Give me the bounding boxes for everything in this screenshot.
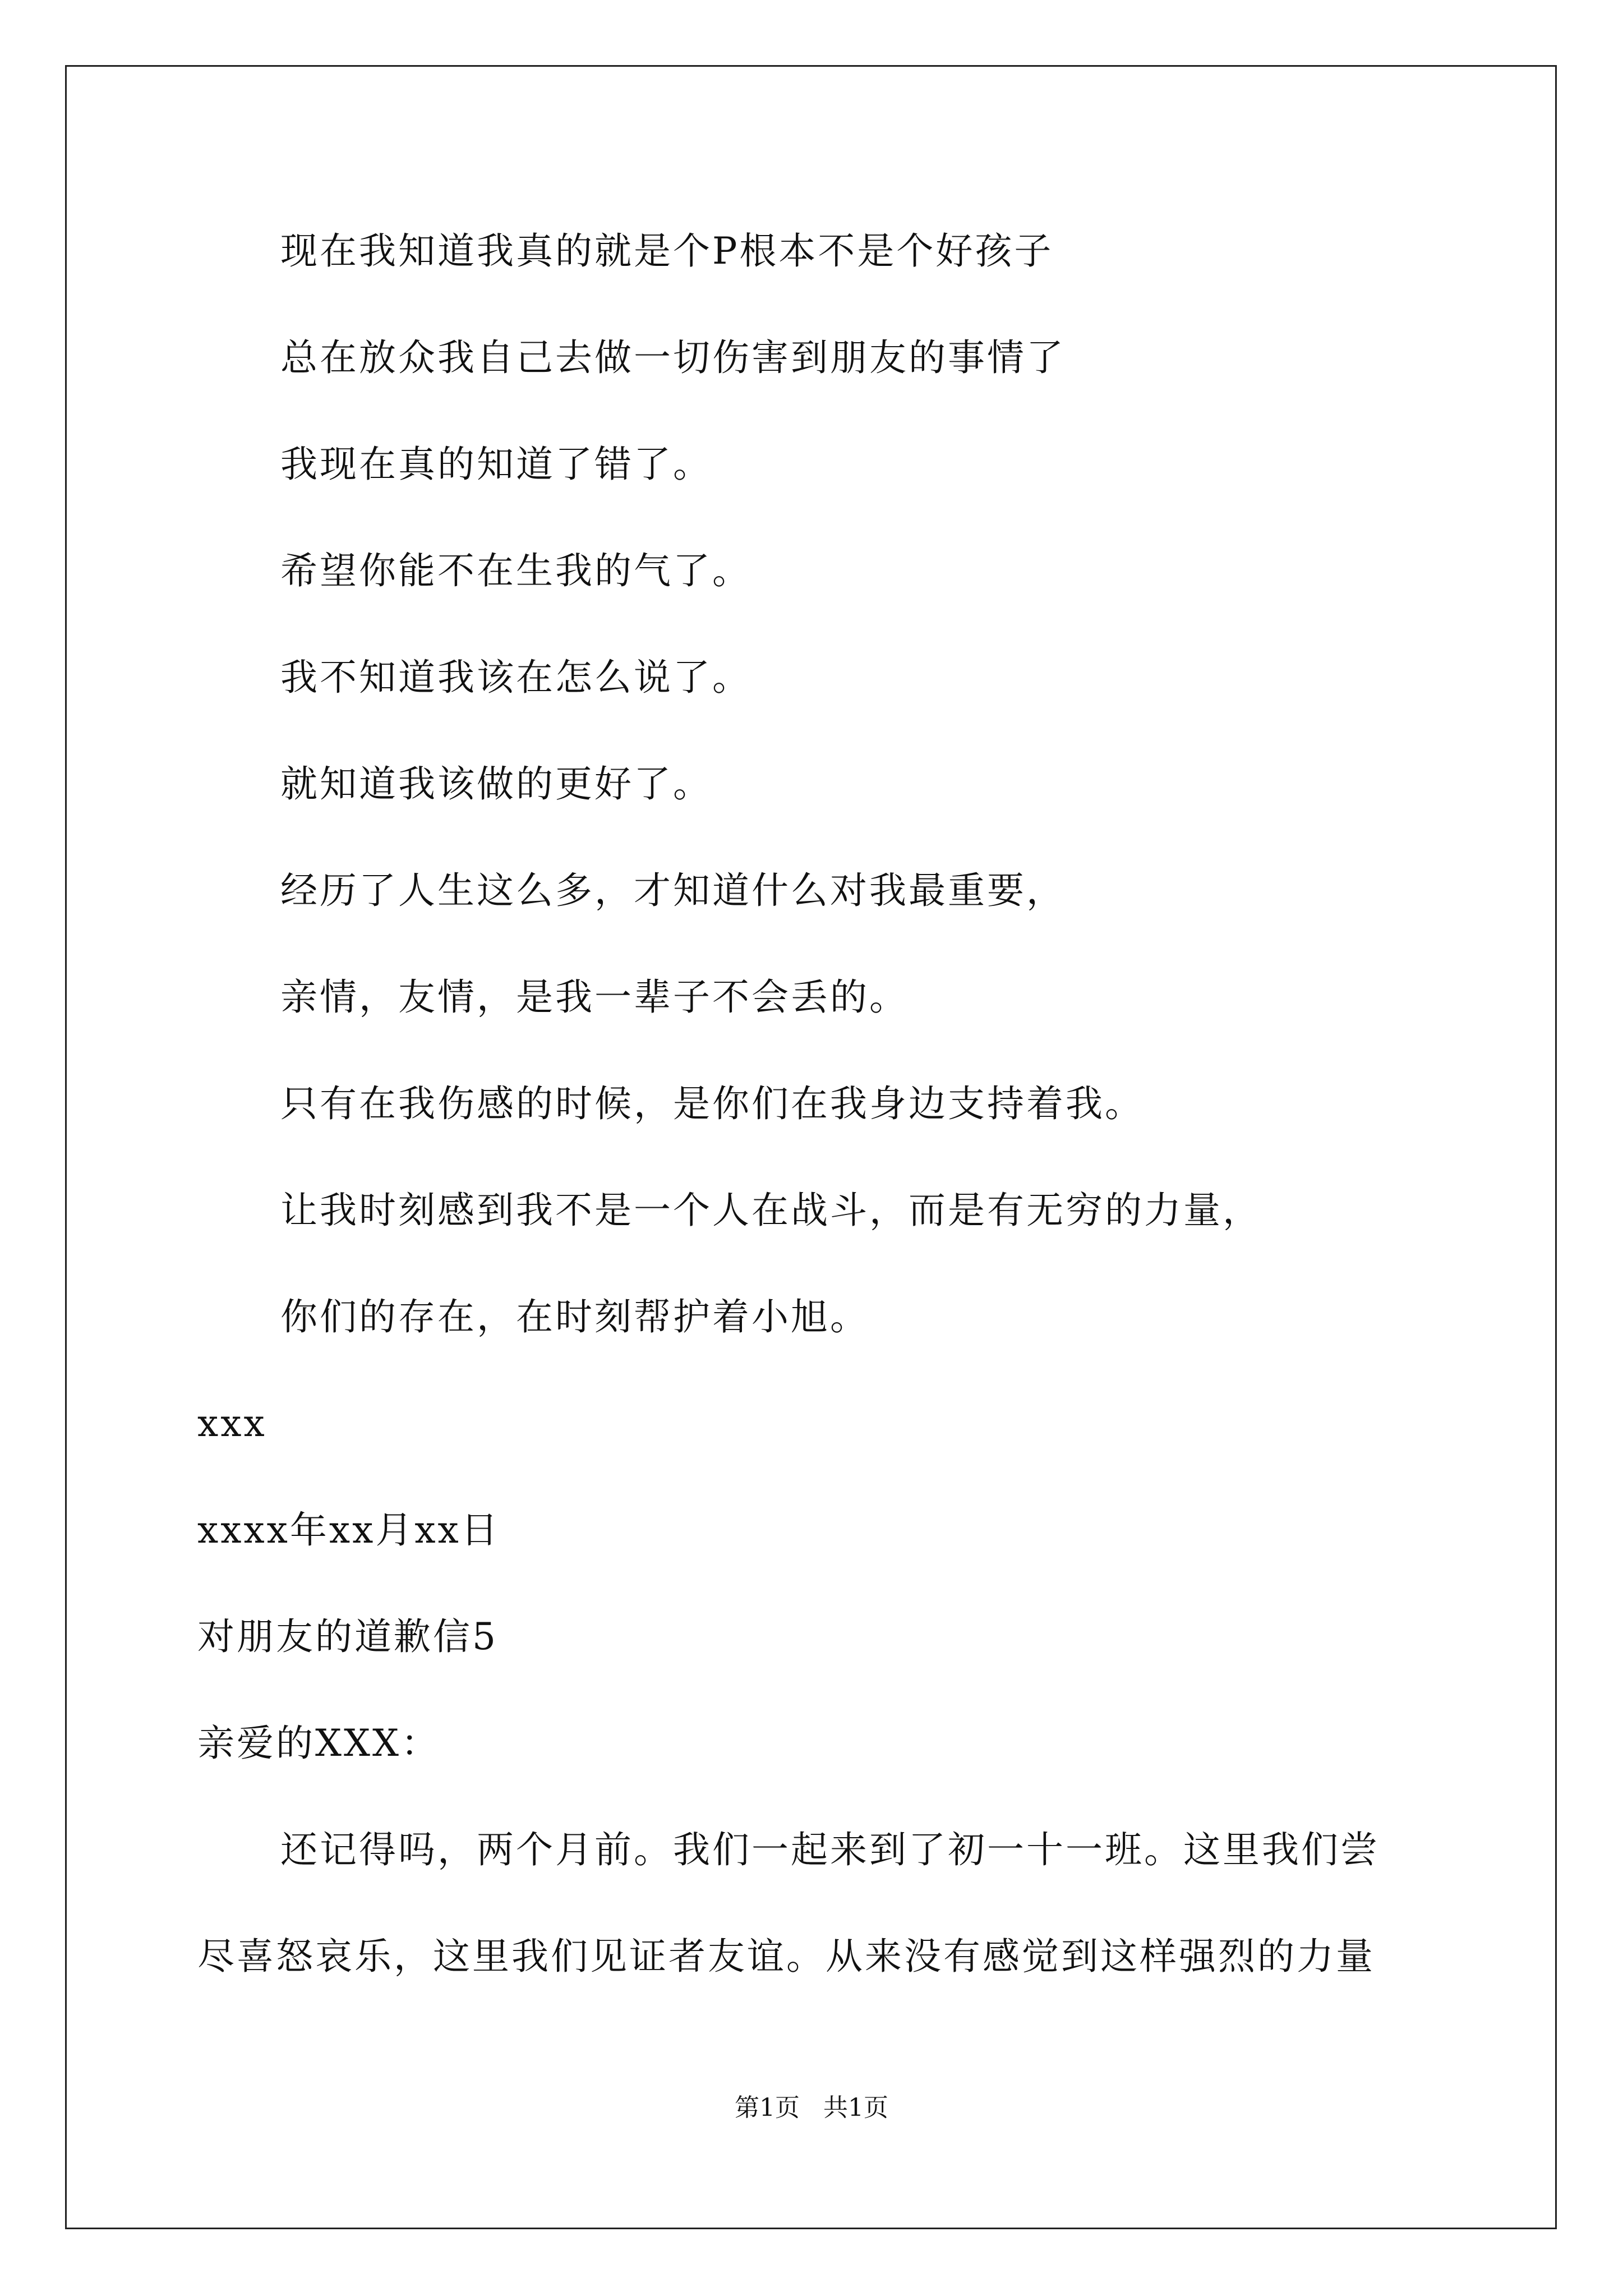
paragraph-line: 尽喜怒哀乐，这里我们见证者友谊。从来没有感觉到这样强烈的力量 <box>197 1935 1375 1978</box>
letter-line: 经历了人生这么多，才知道什么对我最重要， <box>280 869 1066 912</box>
page-footer: 第1页 共1页 <box>735 2093 888 2122</box>
letter-line: 总在放众我自己去做一切伤害到朋友的事情了 <box>280 336 1066 379</box>
letter-line: 现在我知道我真的就是个P根本不是个好孩子 <box>280 229 1054 273</box>
letter-heading: 对朋友的道歉信5 <box>197 1615 498 1658</box>
letter-line: 只有在我伤感的时候，是你们在我身边支持着我。 <box>280 1082 1144 1125</box>
paragraph-line: 还记得吗，两个月前。我们一起来到了初一十一班。这里我们尝 <box>280 1828 1380 1871</box>
date-line: xxxx年xx月xx日 <box>197 1508 500 1552</box>
letter-line: 亲情，友情，是我一辈子不会丢的。 <box>280 976 909 1019</box>
letter-line: 让我时刻感到我不是一个人在战斗，而是有无穷的力量， <box>280 1189 1262 1232</box>
letter-line: 希望你能不在生我的气了。 <box>280 549 751 592</box>
salutation: 亲爱的XXX： <box>197 1722 440 1765</box>
letter-line: 我不知道我该在怎么说了。 <box>280 656 751 699</box>
letter-line: 你们的存在，在时刻帮护着小旭。 <box>280 1295 869 1338</box>
letter-line: 我现在真的知道了错了。 <box>280 443 712 486</box>
page-border <box>65 65 1557 2229</box>
letter-line: 就知道我该做的更好了。 <box>280 762 712 806</box>
signature: xxx <box>197 1402 267 1445</box>
